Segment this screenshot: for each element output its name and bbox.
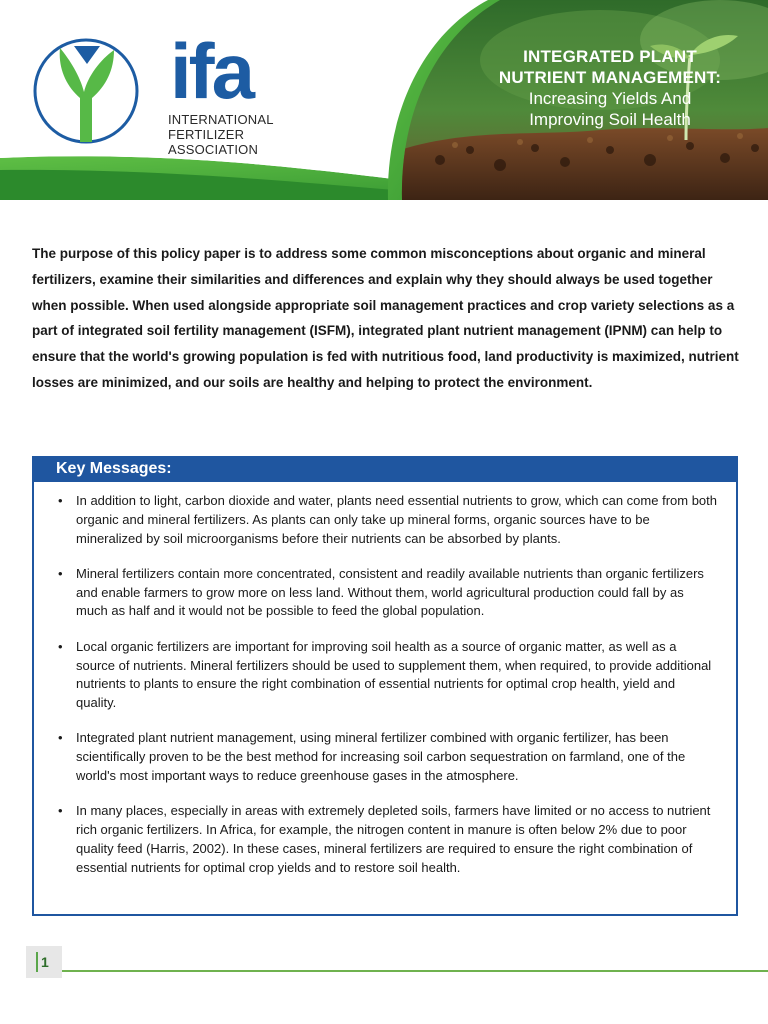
ifa-emblem-icon xyxy=(30,38,142,144)
bullet-icon: • xyxy=(58,493,63,508)
key-message-item xyxy=(58,492,718,548)
association-name xyxy=(168,112,320,157)
document-subtitle-line2: Improving Soil Health xyxy=(529,110,691,129)
key-message-item xyxy=(58,565,718,621)
key-messages-heading: Key Messages: xyxy=(34,456,736,482)
association-name-line2: FERTILIZER ASSOCIATION xyxy=(168,127,259,157)
key-message-text: In many places, especially in areas with extremely depleted soils, farmers have limited or no access to nutrient rich organic fertilizers. In Africa, for example, the nitrogen content in manure is often below 2% due to poor quality feed (Harris, 2002). In these cases, mineral fertilizers are required to ensure the right combination of essential nutrients for optimal crop yields and to restore soil health. xyxy=(76,803,711,875)
document-subtitle-line1: Increasing Yields And xyxy=(528,89,692,108)
intro-paragraph: The purpose of this policy paper is to address some common misconceptions about organic and mineral fertilizers, examine their similarities and differences and explain why they should always be used together when possible. When used alongside appropriate soil management practices and crop variety selections as a part of integrated soil fertility management (ISFM), integrated plant nutrient management (IPNM) can help to ensure that the world's growing population is fed with nutritious food, land productivity is maximized, nutrient losses are minimized, and our soils are healthy and helping to protect the environment. xyxy=(32,246,739,390)
ifa-wordmark: ifa xyxy=(170,27,253,115)
document-title-block xyxy=(470,46,750,130)
key-message-text: Integrated plant nutrient management, using mineral fertilizer combined with organic fertilizer, has been scientifically proven to be the best method for increasing soil carbon sequestration on farmland, one of the world's most important ways to reduce greenhouse gases in the atmosphere. xyxy=(76,730,686,784)
key-messages-box xyxy=(32,456,738,916)
key-message-text: Mineral fertilizers contain more concentrated, consistent and readily available nutrients than organic fertilizers and enable farmers to grow more on less land. Without them, world agricultural production could fall by as much as half and it would not be possible to feed the global population. xyxy=(76,565,704,619)
bullet-icon: • xyxy=(58,638,63,654)
key-message-text: In addition to light, carbon dioxide and water, plants need essential nutrients to grow, which can come from both organic and mineral fertilizers. As plants can only take up mineral forms, organic sources have to be mineralized by soil microorganisms before their nutrients can be absorbed by plants. xyxy=(76,493,717,546)
key-message-item xyxy=(58,802,718,877)
bullet-icon: • xyxy=(58,565,63,581)
bullet-icon: • xyxy=(58,730,63,746)
key-message-item xyxy=(58,638,718,713)
ifa-logo xyxy=(30,27,320,157)
document-title-line1: INTEGRATED PLANT xyxy=(523,47,697,66)
association-name-line1: INTERNATIONAL xyxy=(168,112,274,127)
document-title-line2: NUTRIENT MANAGEMENT: xyxy=(498,68,722,87)
key-message-text: Local organic fertilizers are important for improving soil health as a source of organic matter, as well as a source of nutrients. Mineral fertilizers should be used to supplement them, when required, to provide additional nutrients to plants to ensure the right combination of essential nutrients for optimal crop health, yield and quality. xyxy=(76,638,712,711)
footer-rule xyxy=(62,970,768,972)
page-number: 1 xyxy=(41,954,49,970)
page-number-accent xyxy=(36,952,38,972)
bullet-icon: • xyxy=(58,803,63,819)
key-messages-list xyxy=(58,492,718,894)
key-message-item xyxy=(58,729,718,785)
page-header xyxy=(0,0,768,200)
